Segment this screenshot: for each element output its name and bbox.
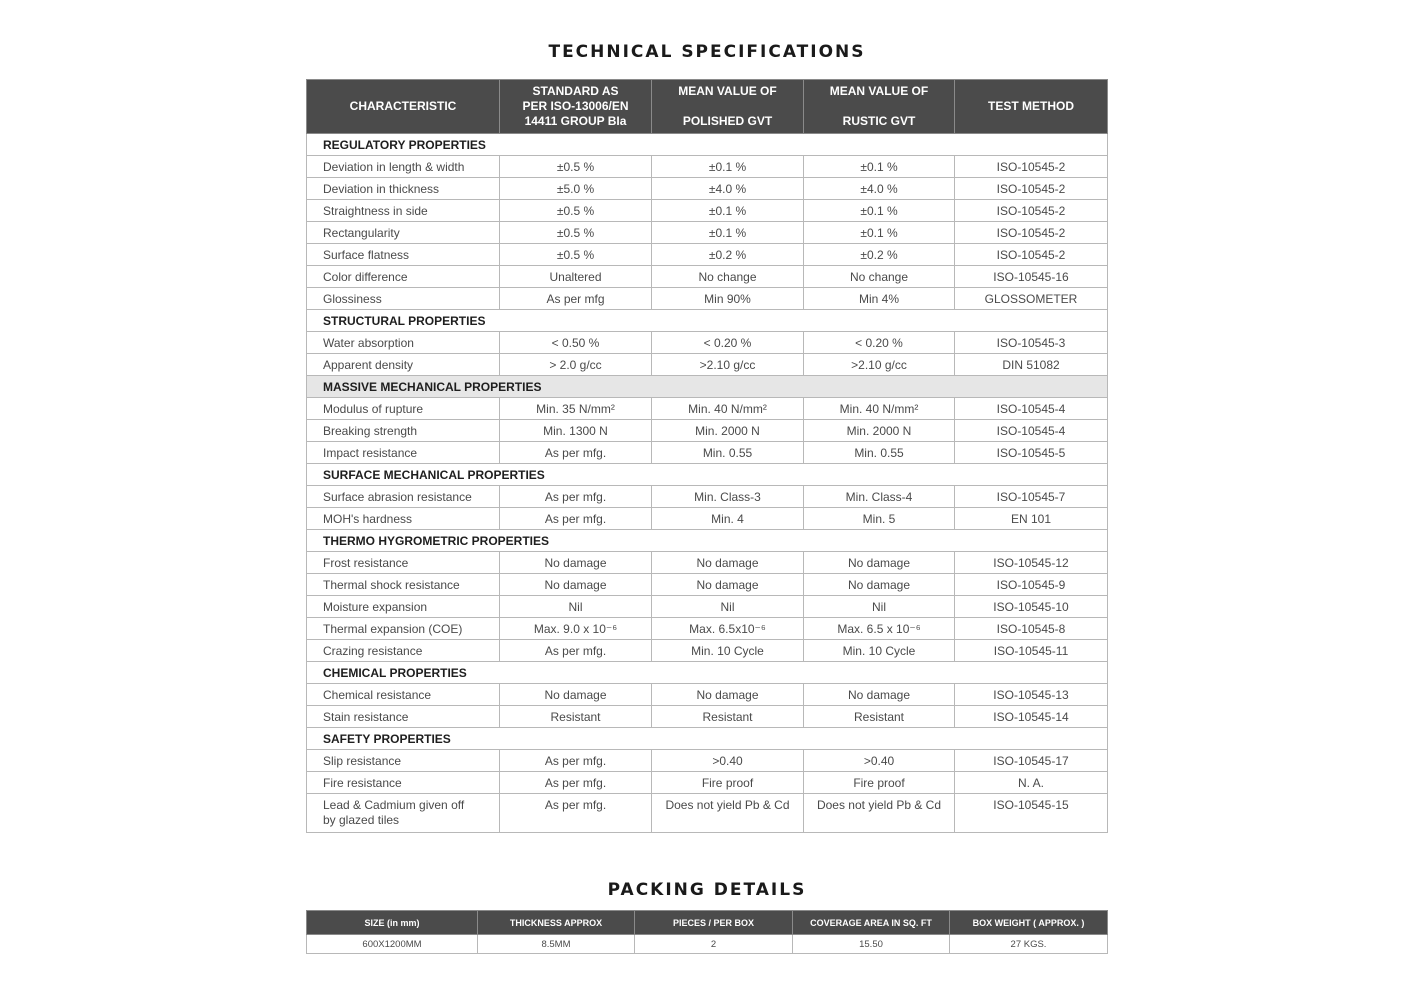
packing-header-thickness: THICKNESS APPROX	[478, 911, 635, 935]
polished-cell: No change	[652, 266, 804, 288]
polished-cell: >2.10 g/cc	[652, 354, 804, 376]
characteristic-cell: Breaking strength	[307, 420, 500, 442]
test-method-cell: ISO-10545-4	[955, 398, 1108, 420]
spec-header-row	[307, 80, 1108, 134]
test-method-cell: N. A.	[955, 772, 1108, 794]
rustic-cell: No damage	[804, 684, 955, 706]
characteristic-cell: Lead & Cadmium given off by glazed tiles	[307, 794, 500, 833]
packing-details-table	[306, 910, 1108, 954]
spec-row	[307, 178, 1108, 200]
spec-row	[307, 486, 1108, 508]
polished-cell: No damage	[652, 552, 804, 574]
characteristic-cell: MOH's hardness	[307, 508, 500, 530]
section-header-row	[307, 728, 1108, 750]
rustic-cell: >2.10 g/cc	[804, 354, 955, 376]
spec-row	[307, 244, 1108, 266]
standard-cell: No damage	[500, 574, 652, 596]
spec-row	[307, 222, 1108, 244]
rustic-cell: < 0.20 %	[804, 332, 955, 354]
packing-header-size: SIZE (in mm)	[307, 911, 478, 935]
test-method-cell: ISO-10545-2	[955, 178, 1108, 200]
rustic-cell: Min. 0.55	[804, 442, 955, 464]
rustic-cell: ±4.0 %	[804, 178, 955, 200]
section-title: SURFACE MECHANICAL PROPERTIES	[307, 464, 1108, 486]
characteristic-cell: Fire resistance	[307, 772, 500, 794]
standard-cell: Resistant	[500, 706, 652, 728]
test-method-cell: ISO-10545-14	[955, 706, 1108, 728]
standard-cell: As per mfg.	[500, 750, 652, 772]
rustic-cell: Max. 6.5 x 10⁻⁶	[804, 618, 955, 640]
polished-cell: < 0.20 %	[652, 332, 804, 354]
rustic-cell: Min. 40 N/mm²	[804, 398, 955, 420]
section-title: MASSIVE MECHANICAL PROPERTIES	[307, 376, 1108, 398]
polished-cell: ±0.1 %	[652, 200, 804, 222]
standard-cell: No damage	[500, 684, 652, 706]
standard-cell: ±0.5 %	[500, 156, 652, 178]
packing-header-coverage: COVERAGE AREA IN SQ. FT	[793, 911, 950, 935]
section-title: REGULATORY PROPERTIES	[307, 134, 1108, 156]
spec-row	[307, 596, 1108, 618]
polished-cell: ±4.0 %	[652, 178, 804, 200]
polished-cell: ±0.2 %	[652, 244, 804, 266]
technical-specifications-title: TECHNICAL SPECIFICATIONS	[548, 42, 866, 62]
packing-details-title: PACKING DETAILS	[607, 880, 807, 900]
standard-cell: ±0.5 %	[500, 244, 652, 266]
test-method-cell: ISO-10545-15	[955, 794, 1108, 833]
packing-body	[307, 935, 1108, 954]
spec-body	[307, 134, 1108, 833]
characteristic-cell: Chemical resistance	[307, 684, 500, 706]
spec-row	[307, 640, 1108, 662]
rustic-cell: ±0.1 %	[804, 156, 955, 178]
characteristic-cell: Stain resistance	[307, 706, 500, 728]
header-rustic-gvt: MEAN VALUE OF RUSTIC GVT	[804, 80, 955, 134]
polished-cell: Min. 0.55	[652, 442, 804, 464]
section-header-row	[307, 530, 1108, 552]
standard-cell: < 0.50 %	[500, 332, 652, 354]
standard-cell: As per mfg.	[500, 772, 652, 794]
section-title: STRUCTURAL PROPERTIES	[307, 310, 1108, 332]
test-method-cell: ISO-10545-7	[955, 486, 1108, 508]
section-title: SAFETY PROPERTIES	[307, 728, 1108, 750]
polished-cell: Min. 2000 N	[652, 420, 804, 442]
polished-cell: ±0.1 %	[652, 222, 804, 244]
coverage-cell: 15.50	[793, 935, 950, 954]
polished-cell: Min 90%	[652, 288, 804, 310]
test-method-cell: EN 101	[955, 508, 1108, 530]
characteristic-cell: Glossiness	[307, 288, 500, 310]
polished-cell: Does not yield Pb & Cd	[652, 794, 804, 833]
characteristic-cell: Color difference	[307, 266, 500, 288]
rustic-cell: >0.40	[804, 750, 955, 772]
standard-cell: As per mfg.	[500, 794, 652, 833]
spec-row	[307, 332, 1108, 354]
section-header-row	[307, 376, 1108, 398]
test-method-cell: ISO-10545-11	[955, 640, 1108, 662]
characteristic-cell: Water absorption	[307, 332, 500, 354]
polished-cell: Min. 4	[652, 508, 804, 530]
polished-cell: Min. 10 Cycle	[652, 640, 804, 662]
standard-cell: ±0.5 %	[500, 200, 652, 222]
spec-row	[307, 200, 1108, 222]
test-method-cell: ISO-10545-13	[955, 684, 1108, 706]
test-method-cell: ISO-10545-16	[955, 266, 1108, 288]
rustic-cell: Min 4%	[804, 288, 955, 310]
polished-cell: Min. 40 N/mm²	[652, 398, 804, 420]
spec-row	[307, 354, 1108, 376]
header-standard: STANDARD AS PER ISO-13006/EN 14411 GROUP BIa	[500, 80, 652, 134]
characteristic-cell: Rectangularity	[307, 222, 500, 244]
header-characteristic: CHARACTERISTIC	[307, 80, 500, 134]
spec-row	[307, 794, 1108, 833]
spec-row	[307, 398, 1108, 420]
spec-row	[307, 750, 1108, 772]
section-header-row	[307, 134, 1108, 156]
polished-cell: ±0.1 %	[652, 156, 804, 178]
standard-cell: As per mfg	[500, 288, 652, 310]
characteristic-cell: Deviation in thickness	[307, 178, 500, 200]
test-method-cell: ISO-10545-2	[955, 156, 1108, 178]
rustic-cell: Resistant	[804, 706, 955, 728]
rustic-cell: No change	[804, 266, 955, 288]
spec-row	[307, 266, 1108, 288]
section-title: THERMO HYGROMETRIC PROPERTIES	[307, 530, 1108, 552]
standard-cell: Unaltered	[500, 266, 652, 288]
polished-cell: No damage	[652, 574, 804, 596]
spec-row	[307, 574, 1108, 596]
characteristic-cell: Frost resistance	[307, 552, 500, 574]
rustic-cell: Min. 2000 N	[804, 420, 955, 442]
spec-row	[307, 772, 1108, 794]
spec-row	[307, 618, 1108, 640]
spec-row	[307, 420, 1108, 442]
standard-cell: As per mfg.	[500, 486, 652, 508]
standard-cell: ±5.0 %	[500, 178, 652, 200]
test-method-cell: ISO-10545-5	[955, 442, 1108, 464]
test-method-cell: ISO-10545-8	[955, 618, 1108, 640]
polished-cell: Max. 6.5x10⁻⁶	[652, 618, 804, 640]
characteristic-cell: Moisture expansion	[307, 596, 500, 618]
standard-cell: As per mfg.	[500, 442, 652, 464]
characteristic-cell: Surface abrasion resistance	[307, 486, 500, 508]
technical-specifications-table	[306, 79, 1108, 833]
rustic-cell: No damage	[804, 552, 955, 574]
section-header-row	[307, 464, 1108, 486]
rustic-cell: Does not yield Pb & Cd	[804, 794, 955, 833]
test-method-cell: ISO-10545-10	[955, 596, 1108, 618]
standard-cell: Max. 9.0 x 10⁻⁶	[500, 618, 652, 640]
spec-row	[307, 684, 1108, 706]
spec-row	[307, 508, 1108, 530]
test-method-cell: ISO-10545-17	[955, 750, 1108, 772]
size-cell: 600X1200MM	[307, 935, 478, 954]
characteristic-cell: Modulus of rupture	[307, 398, 500, 420]
rustic-cell: Fire proof	[804, 772, 955, 794]
test-method-cell: ISO-10545-4	[955, 420, 1108, 442]
standard-cell: Nil	[500, 596, 652, 618]
polished-cell: Nil	[652, 596, 804, 618]
test-method-cell: ISO-10545-9	[955, 574, 1108, 596]
rustic-cell: Min. 10 Cycle	[804, 640, 955, 662]
rustic-cell: ±0.1 %	[804, 200, 955, 222]
header-test-method: TEST METHOD	[955, 80, 1108, 134]
standard-cell: Min. 35 N/mm²	[500, 398, 652, 420]
standard-cell: As per mfg.	[500, 640, 652, 662]
test-method-cell: ISO-10545-2	[955, 200, 1108, 222]
polished-cell: No damage	[652, 684, 804, 706]
polished-cell: Min. Class-3	[652, 486, 804, 508]
header-polished-gvt: MEAN VALUE OF POLISHED GVT	[652, 80, 804, 134]
characteristic-cell: Thermal shock resistance	[307, 574, 500, 596]
section-header-row	[307, 662, 1108, 684]
characteristic-cell: Deviation in length & width	[307, 156, 500, 178]
packing-header-pieces: PIECES / PER BOX	[635, 911, 793, 935]
polished-cell: Resistant	[652, 706, 804, 728]
test-method-cell: DIN 51082	[955, 354, 1108, 376]
standard-cell: Min. 1300 N	[500, 420, 652, 442]
characteristic-cell: Slip resistance	[307, 750, 500, 772]
rustic-cell: Min. Class-4	[804, 486, 955, 508]
standard-cell: ±0.5 %	[500, 222, 652, 244]
characteristic-cell: Apparent density	[307, 354, 500, 376]
test-method-cell: ISO-10545-2	[955, 222, 1108, 244]
section-title: CHEMICAL PROPERTIES	[307, 662, 1108, 684]
spec-row	[307, 552, 1108, 574]
characteristic-cell: Crazing resistance	[307, 640, 500, 662]
characteristic-cell: Impact resistance	[307, 442, 500, 464]
rustic-cell: ±0.1 %	[804, 222, 955, 244]
test-method-cell: ISO-10545-2	[955, 244, 1108, 266]
spec-row	[307, 706, 1108, 728]
standard-cell: As per mfg.	[500, 508, 652, 530]
weight-cell: 27 KGS.	[950, 935, 1108, 954]
standard-cell: > 2.0 g/cc	[500, 354, 652, 376]
spec-row	[307, 442, 1108, 464]
test-method-cell: GLOSSOMETER	[955, 288, 1108, 310]
packing-header-row	[307, 911, 1108, 935]
characteristic-cell: Surface flatness	[307, 244, 500, 266]
section-header-row	[307, 310, 1108, 332]
test-method-cell: ISO-10545-3	[955, 332, 1108, 354]
thickness-cell: 8.5MM	[478, 935, 635, 954]
standard-cell: No damage	[500, 552, 652, 574]
characteristic-cell: Thermal expansion (COE)	[307, 618, 500, 640]
pieces-cell: 2	[635, 935, 793, 954]
polished-cell: Fire proof	[652, 772, 804, 794]
polished-cell: >0.40	[652, 750, 804, 772]
rustic-cell: No damage	[804, 574, 955, 596]
spec-row	[307, 288, 1108, 310]
characteristic-cell: Straightness in side	[307, 200, 500, 222]
packing-header-weight: BOX WEIGHT ( APPROX. )	[950, 911, 1108, 935]
test-method-cell: ISO-10545-12	[955, 552, 1108, 574]
packing-row	[307, 935, 1108, 954]
spec-row	[307, 156, 1108, 178]
rustic-cell: Nil	[804, 596, 955, 618]
rustic-cell: ±0.2 %	[804, 244, 955, 266]
rustic-cell: Min. 5	[804, 508, 955, 530]
